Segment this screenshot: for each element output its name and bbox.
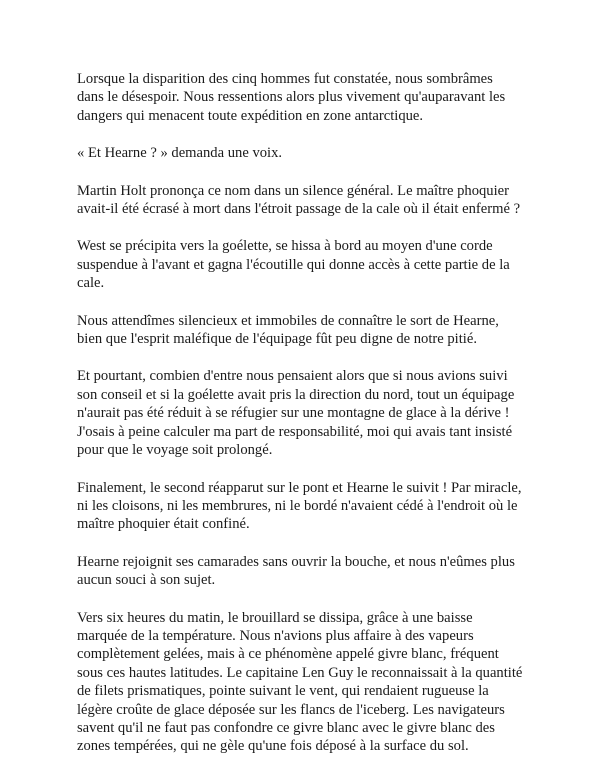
paragraph: « Et Hearne ? » demanda une voix. [77, 145, 283, 162]
paragraph: Nous attendîmes silencieux et immobiles de connaître le sort de Hearne, bien que l'esprit maléfique de l'équipage fût peu digne de notre pitié. [77, 312, 499, 348]
paragraph: Hearne rejoignit ses camarades sans ouvrir la bouche, et nous n'eûmes plus aucun souci à son sujet. [77, 553, 515, 589]
document-body [77, 70, 537, 775]
paragraph: Finalement, le second réapparut sur le pont et Hearne le suivit ! Par miracle, ni les cloisons, ni les membrures, ni le bordé n'avaient cédé à l'endroit où le maître phoquier était confiné. [77, 479, 522, 533]
paragraph: Lorsque la disparition des cinq hommes fut constatée, nous sombrâmes dans le désespoir. Nous ressentions alors plus vivement qu'auparavant les dangers qui menacent toute expédition en zone antarctique. [77, 71, 506, 124]
paragraph: West se précipita vers la goélette, se hissa à bord au moyen d'une corde suspendue à l'avant et gagna l'écoutille qui donne accès à cette partie de la cale. [77, 238, 510, 292]
paragraph: Vers six heures du matin, le brouillard se dissipa, grâce à une baisse marquée de la température. Nous n'avions plus affaire à des vapeurs complètement gelées, mais à ce phénomène appelé givre blanc, fréquent sous ces hautes latitudes. Le capitaine Len Guy le reconnaissait à la quantité de filets prismatiques, pointe suivant le vent, qui rendaient rugueuse la légère croûte de glace déposée sur les flancs de l'iceberg. Les navigateurs savent qu'il ne faut pas confondre ce givre blanc avec le givre blanc des zones tempérées, qui ne gèle qu'une fois déposé à la surface du sol. [77, 609, 523, 755]
paragraph: Martin Holt prononça ce nom dans un silence général. Le maître phoquier avait-il été écrasé à mort dans l'étroit passage de la cale où il était enfermé ? [77, 182, 521, 218]
paragraph: Et pourtant, combien d'entre nous pensaient alors que si nous avions suivi son conseil et si la goélette avait pris la direction du nord, tout un équipage n'aurait pas été réduit à se réfugier sur une montagne de glace à la dérive ! J'osais à peine calculer ma part de responsabilité, moi qui avais tant insisté pour que le voyage soit prolongé. [77, 368, 515, 459]
